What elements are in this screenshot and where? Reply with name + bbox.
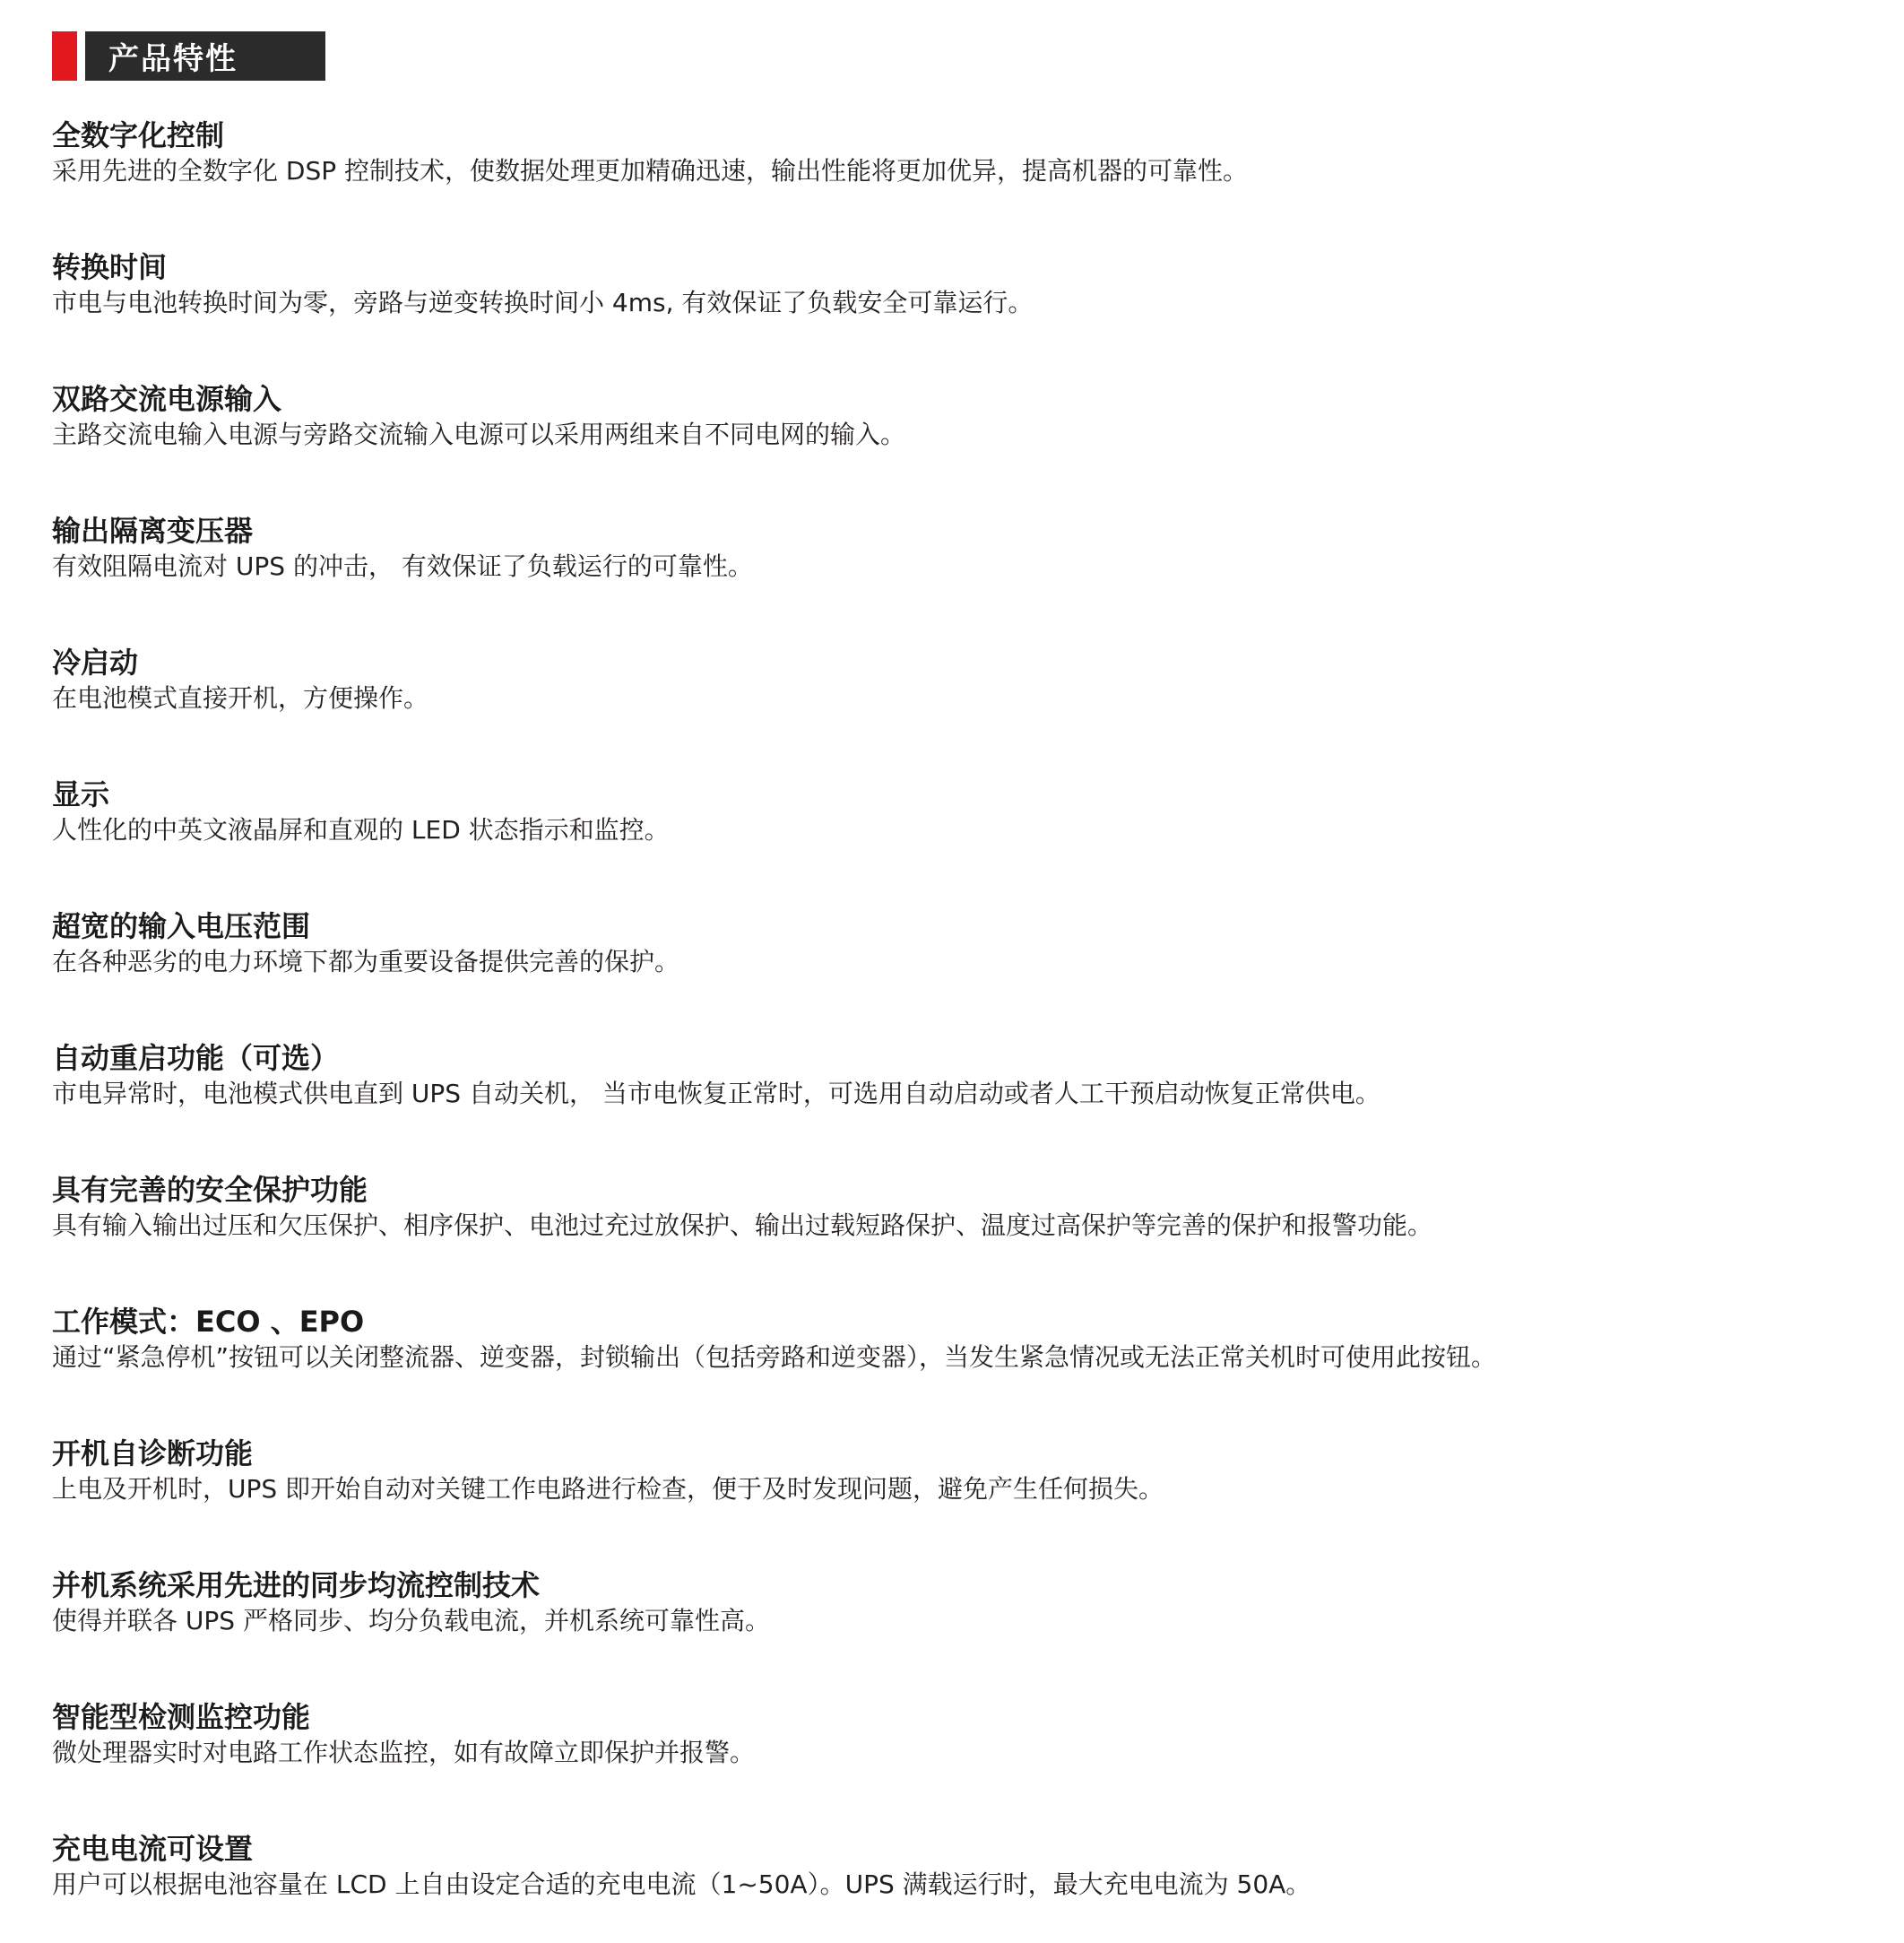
feature-item xyxy=(52,1039,1863,1111)
feature-description: 主路交流电输入电源与旁路交流输入电源可以采用两组来自不同电网的输入。 xyxy=(52,420,906,449)
feature-item xyxy=(52,907,1863,979)
feature-item xyxy=(52,776,1863,847)
feature-item xyxy=(52,644,1863,716)
feature-description: 有效阻隔电流对 UPS 的冲击， 有效保证了负载运行的可靠性。 xyxy=(52,551,753,581)
feature-title: 智能型检测监控功能 xyxy=(52,1700,311,1734)
feature-item xyxy=(52,1566,1863,1638)
feature-item xyxy=(52,1830,1863,1902)
feature-title: 工作模式：ECO 、EPO xyxy=(52,1305,365,1339)
header-accent-bar xyxy=(52,31,77,81)
feature-description: 采用先进的全数字化 DSP 控制技术，使数据处理更加精确迅速，输出性能将更加优异，提高机器的可靠性。 xyxy=(52,156,1249,186)
feature-description: 上电及开机时，UPS 即开始自动对关键工作电路进行检查，便于及时发现问题，避免产生任何损失。 xyxy=(52,1474,1164,1504)
feature-title: 显示 xyxy=(52,777,110,811)
feature-description: 在电池模式直接开机，方便操作。 xyxy=(52,683,429,713)
feature-title: 超宽的输入电压范围 xyxy=(52,909,311,943)
feature-item xyxy=(52,1303,1863,1375)
feature-item xyxy=(52,117,1863,188)
section-header xyxy=(52,31,325,81)
feature-description: 在各种恶劣的电力环境下都为重要设备提供完善的保护。 xyxy=(52,947,680,976)
feature-title: 转换时间 xyxy=(52,250,168,284)
feature-title: 冷启动 xyxy=(52,646,139,680)
section-title-text: 产品特性 xyxy=(108,41,238,77)
feature-item xyxy=(52,1171,1863,1243)
feature-item xyxy=(52,248,1863,320)
feature-description: 用户可以根据电池容量在 LCD 上自由设定合适的充电电流（1~50A）。UPS 满载运行时，最大充电电流为 50A。 xyxy=(52,1869,1311,1899)
feature-description: 微处理器实时对电路工作状态监控，如有故障立即保护并报警。 xyxy=(52,1738,756,1767)
feature-title: 并机系统采用先进的同步均流控制技术 xyxy=(52,1568,541,1602)
feature-description: 市电异常时，电池模式供电直到 UPS 自动关机， 当市电恢复正常时，可选用自动启动或者人工干预启动恢复正常供电。 xyxy=(52,1079,1380,1108)
feature-description: 通过“紧急停机”按钮可以关闭整流器、逆变器，封锁输出（包括旁路和逆变器），当发生紧急情况或无法正常关机时可使用此按钮。 xyxy=(52,1342,1497,1372)
feature-description: 具有输入输出过压和欠压保护、相序保护、电池过充过放保护、输出过载短路保护、温度过高保护等完善的保护和报警功能。 xyxy=(52,1210,1433,1240)
feature-description: 使得并联各 UPS 严格同步、均分负载电流，并机系统可靠性高。 xyxy=(52,1606,770,1635)
feature-title: 全数字化控制 xyxy=(52,118,225,152)
feature-title: 充电电流可设置 xyxy=(52,1832,254,1866)
feature-description: 市电与电池转换时间为零，旁路与逆变转换时间小 4ms, 有效保证了负载安全可靠运行。 xyxy=(52,288,1034,317)
feature-item xyxy=(52,512,1863,584)
section-title xyxy=(85,31,325,81)
feature-item xyxy=(52,1698,1863,1770)
feature-title: 具有完善的安全保护功能 xyxy=(52,1173,368,1207)
feature-title: 开机自诊断功能 xyxy=(52,1436,254,1470)
feature-title: 输出隔离变压器 xyxy=(52,514,254,548)
feature-title: 双路交流电源输入 xyxy=(52,382,282,416)
feature-item xyxy=(52,380,1863,452)
feature-item xyxy=(52,1435,1863,1506)
feature-description: 人性化的中英文液晶屏和直观的 LED 状态指示和监控。 xyxy=(52,815,670,845)
feature-title: 自动重启功能（可选） xyxy=(52,1041,340,1075)
